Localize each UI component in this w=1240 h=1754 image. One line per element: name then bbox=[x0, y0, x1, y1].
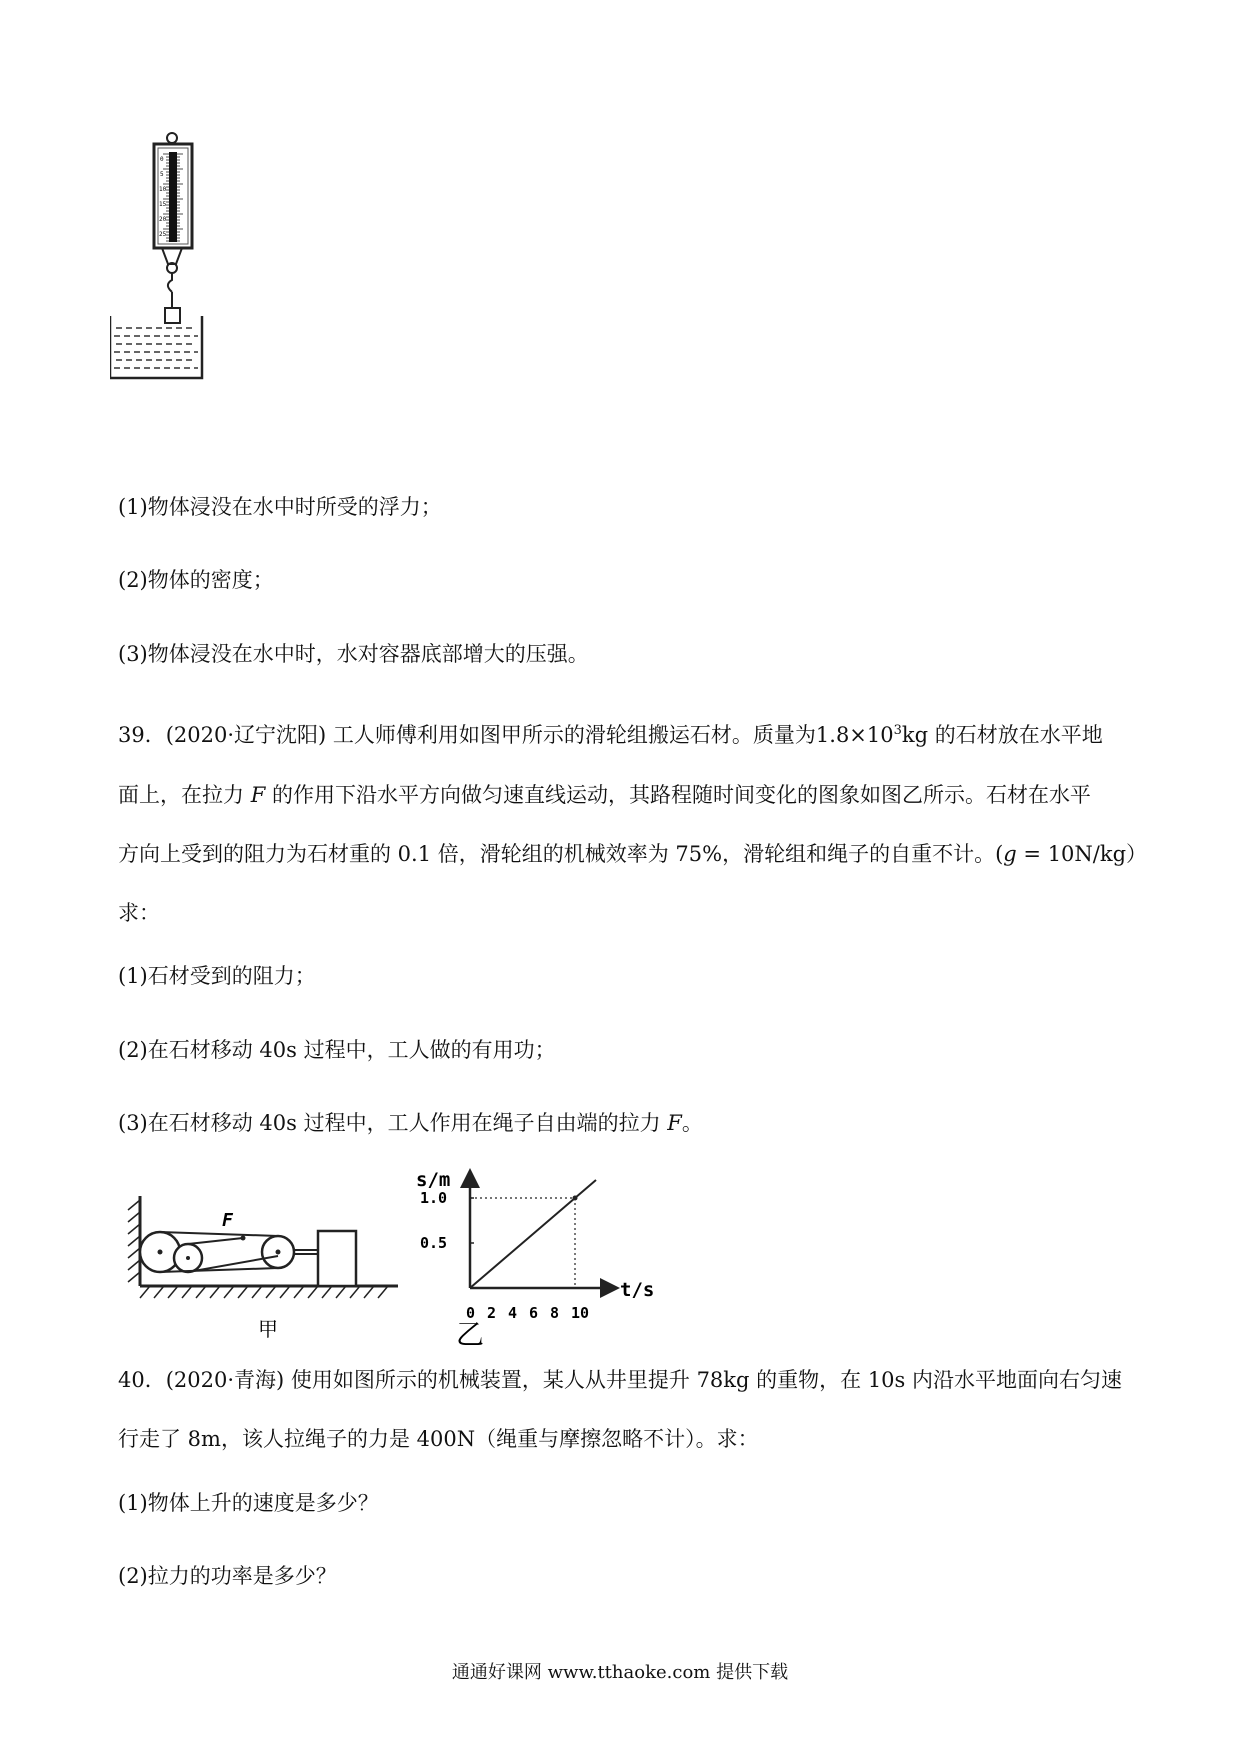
figure-caption-jia: 甲 bbox=[258, 1317, 278, 1341]
q39-line3: 方向上受到的阻力为石材重的 0.1 倍，滑轮组的机械效率为 75%，滑轮组和绳子的自重不计。(g = 10N/kg） bbox=[118, 842, 1148, 866]
x-tick-label: 0 bbox=[466, 1304, 476, 1322]
x-tick-label: 4 bbox=[508, 1304, 518, 1322]
scale-tick-label: 10 bbox=[159, 186, 167, 193]
x-axis-label: t/s bbox=[620, 1279, 655, 1301]
q38-sub3: (3)物体浸没在水中时，水对容器底部增大的压强。 bbox=[118, 642, 589, 666]
y-tick-label: 0.5 bbox=[420, 1234, 448, 1252]
y-tick-label: 1.0 bbox=[420, 1189, 448, 1207]
pulley-figure-jia bbox=[118, 1186, 408, 1346]
q39-sub3: (3)在石材移动 40s 过程中，工人作用在绳子自由端的拉力 F。 bbox=[118, 1111, 703, 1135]
q39-line4: 求： bbox=[118, 901, 160, 925]
q39-line1: 39．(2020·辽宁沈阳) 工人师傅利用如图甲所示的滑轮组搬运石材。质量为$1.8\times 10^3kg$ 的石材放在水平地 bbox=[118, 723, 1103, 747]
mass-value: $1.8\times 10^3kg$ bbox=[815, 723, 929, 747]
scale-tick-label: 0 bbox=[160, 156, 164, 163]
q39-sub1: (1)石材受到的阻力； bbox=[118, 964, 316, 988]
x-tick-label: 2 bbox=[487, 1304, 497, 1322]
q40-line1: 40．(2020·青海) 使用如图所示的机械装置，某人从井里提升 78kg 的重物，在 10s 内沿水平地面向右匀速 bbox=[118, 1368, 1122, 1392]
q39-line2: 面上，在拉力 F 的作用下沿水平方向做匀速直线运动，其路程随时间变化的图象如图乙所示。石材在水平 bbox=[118, 783, 1091, 807]
spring-scale-figure bbox=[110, 128, 240, 408]
figure-caption-yi: 乙 bbox=[456, 1318, 485, 1350]
scale-tick-label: 20 bbox=[159, 216, 167, 223]
x-tick-label: 10 bbox=[571, 1304, 590, 1322]
q38-sub2: (2)物体的密度； bbox=[118, 568, 274, 592]
q38-sub1: (1)物体浸没在水中时所受的浮力； bbox=[118, 495, 442, 519]
q40-sub1: (1)物体上升的速度是多少？ bbox=[118, 1491, 379, 1515]
y-axis-label: s/m bbox=[416, 1169, 451, 1191]
x-tick-label: 8 bbox=[550, 1304, 560, 1322]
q40-sub2: (2)拉力的功率是多少？ bbox=[118, 1564, 337, 1588]
q39-sub2: (2)在石材移动 40s 过程中，工人做的有用功； bbox=[118, 1038, 556, 1062]
force-label: F bbox=[222, 1210, 233, 1231]
scale-tick-label: 5 bbox=[160, 171, 164, 178]
series-line bbox=[470, 1180, 596, 1288]
x-tick-label: 6 bbox=[529, 1304, 539, 1322]
q40-line2: 行走了 8m，该人拉绳子的力是 400N（绳重与摩擦忽略不计）。求： bbox=[118, 1427, 759, 1451]
footer-source: 通通好课网 www.tthaoke.com 提供下载 bbox=[451, 1662, 789, 1683]
scale-tick-label: 25 bbox=[159, 231, 167, 238]
st-graph-yi bbox=[410, 1160, 670, 1350]
scale-tick-label: 15 bbox=[159, 201, 167, 208]
